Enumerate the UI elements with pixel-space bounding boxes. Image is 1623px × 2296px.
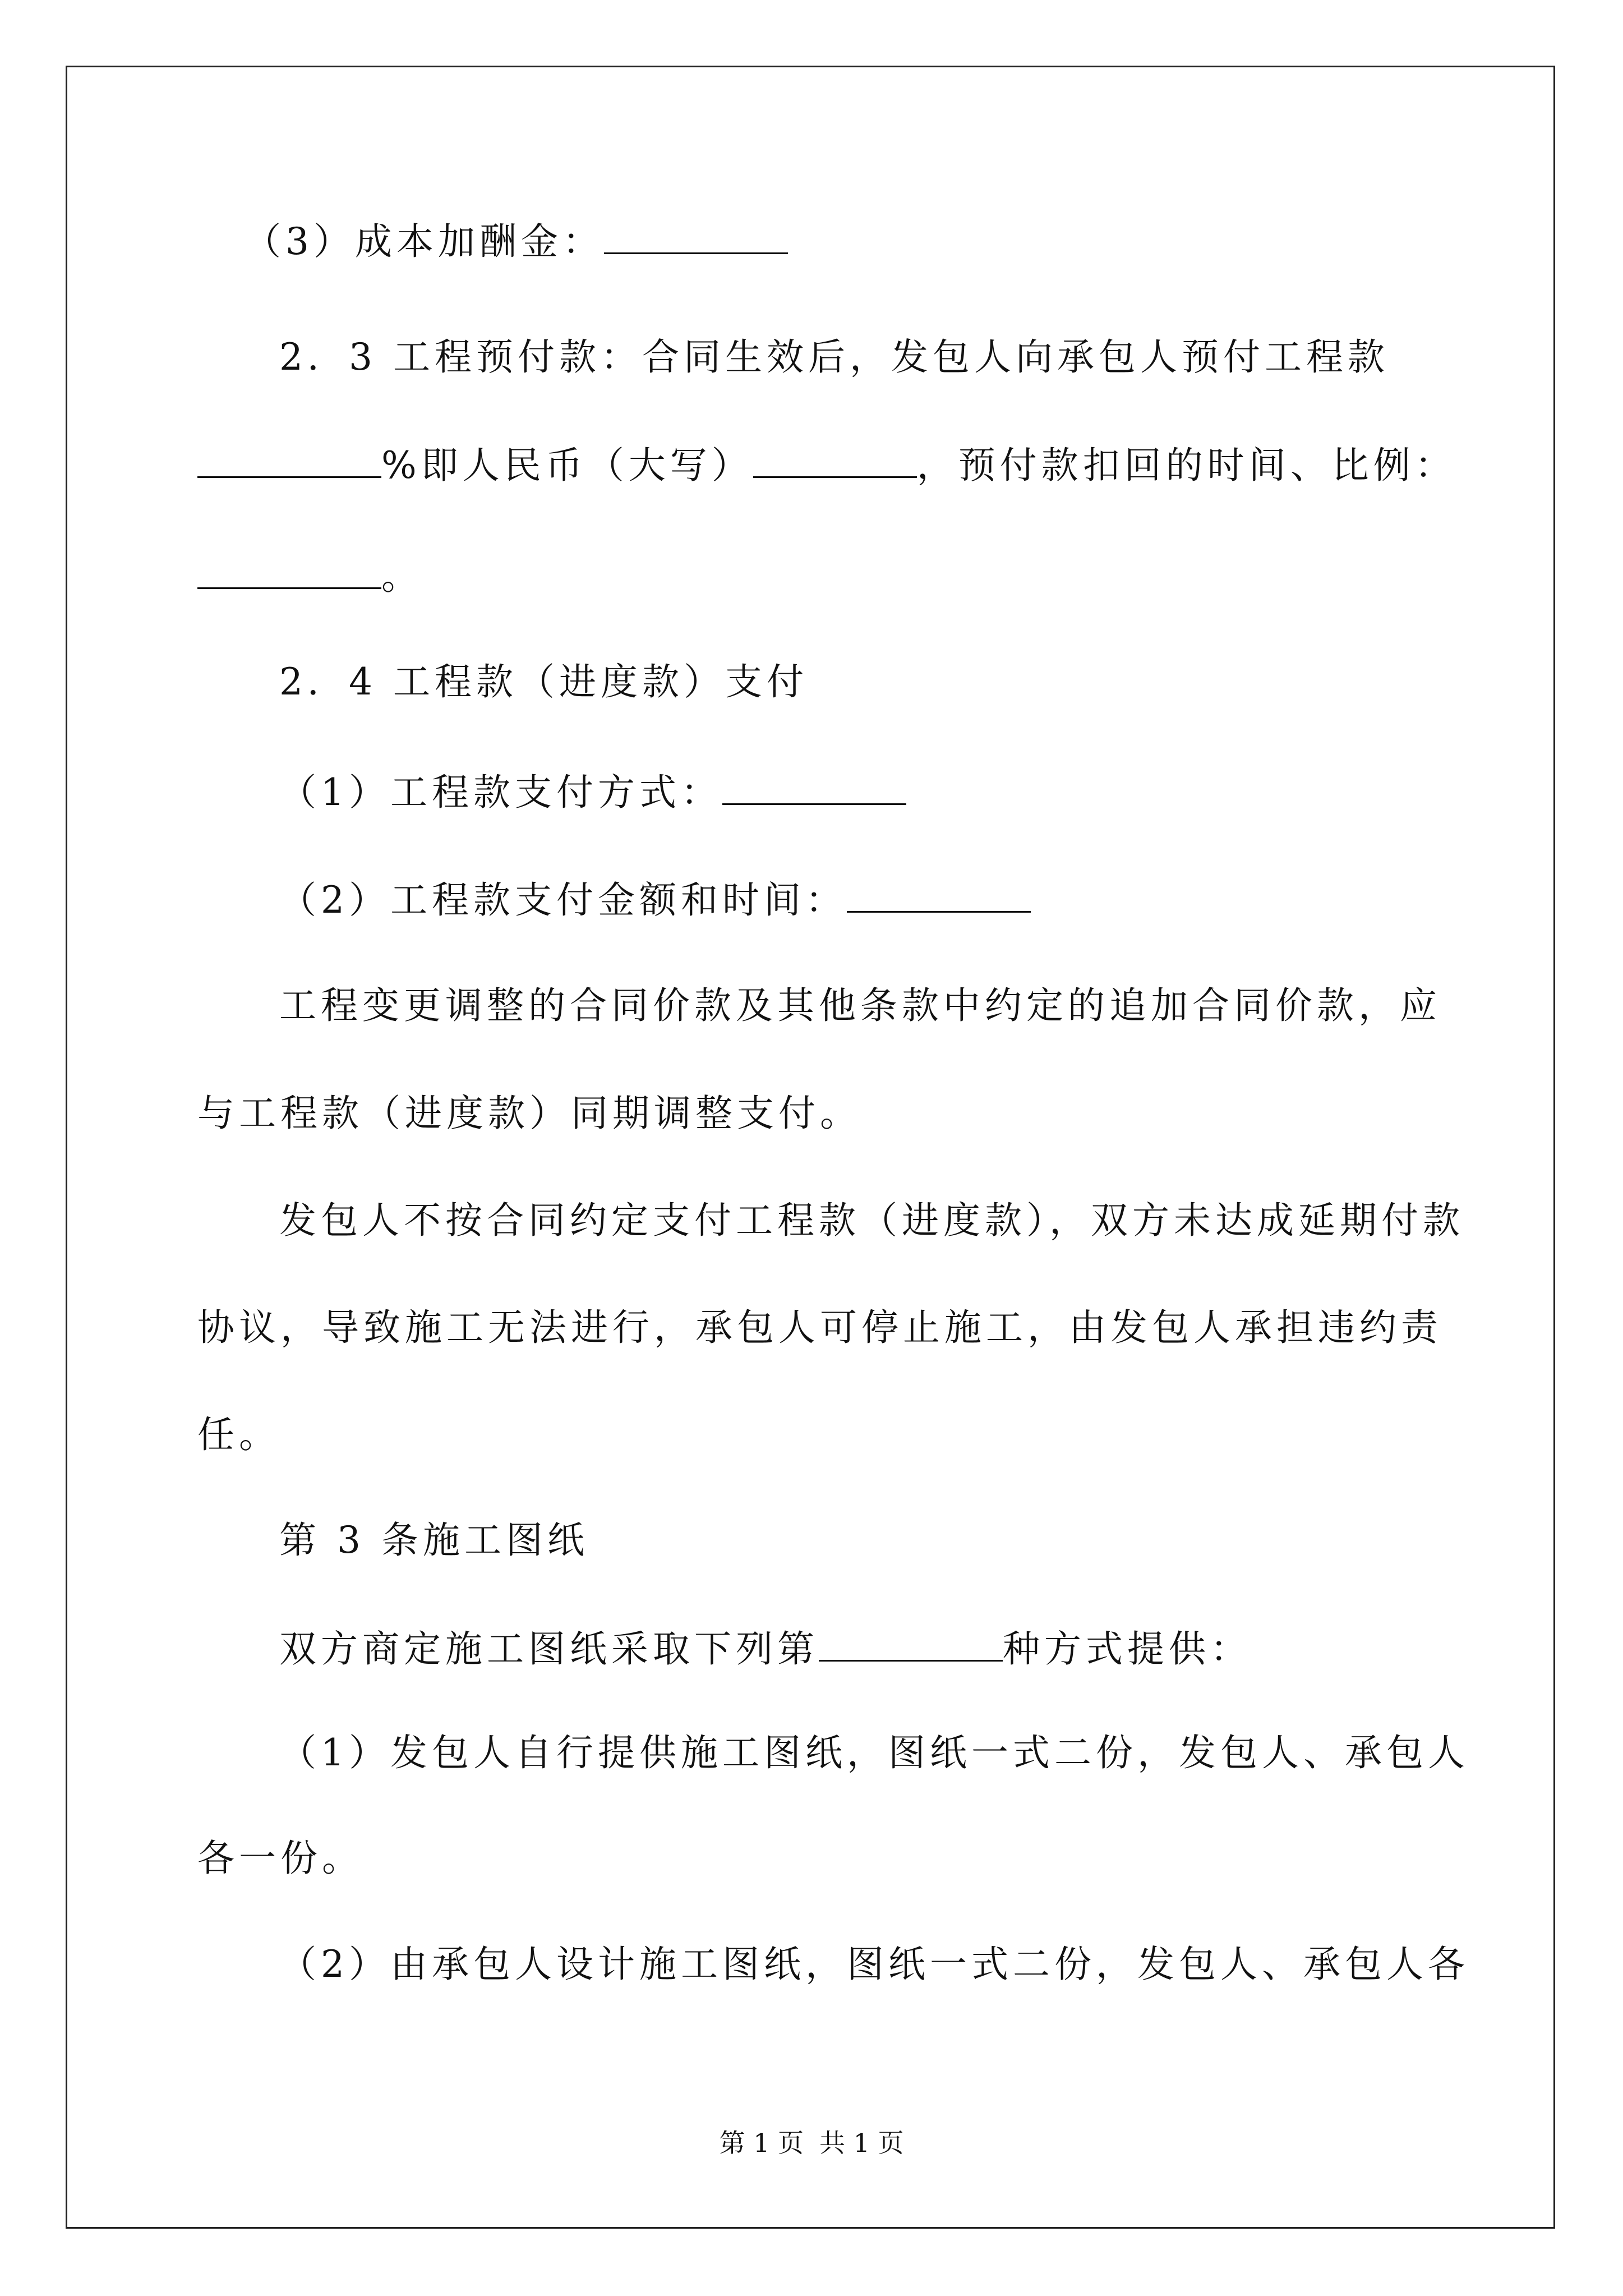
paragraph-line: [279, 1625, 1252, 1670]
line-text: 。: [381, 555, 423, 598]
line-text: 各一份。: [197, 1837, 363, 1880]
line-text: 协议，导致施工无法进行，承包人可停止施工，由发包人承担违约责: [197, 1306, 1442, 1349]
paragraph-line: [197, 1305, 1442, 1350]
paragraph-line: [279, 876, 1031, 921]
line-text: 种方式提供：: [1003, 1627, 1252, 1671]
paragraph-line: [197, 441, 1456, 486]
page-number: 第 1 页: [719, 2128, 804, 2158]
paragraph-line: [279, 1942, 1469, 1987]
fill-blank: [819, 1625, 1003, 1662]
paragraph-line: [279, 1198, 1464, 1243]
line-text: （2）由承包人设计施工图纸，图纸一式二份，发包人、承包人各: [279, 1943, 1469, 1986]
fill-blank: [197, 441, 381, 478]
line-text: 2．3 工程预付款：合同生效后，发包人向承包人预付工程款: [279, 335, 1389, 379]
paragraph-line: [197, 1091, 861, 1136]
line-text: （3）成本加酬金：: [244, 220, 604, 263]
section-heading: [279, 1518, 589, 1563]
line-text: 双方商定施工图纸采取下列第: [279, 1627, 819, 1671]
paragraph-line: [197, 1836, 363, 1881]
line-text: %即人民币（大写）: [381, 444, 753, 487]
line-text: （2）工程款支付金额和时间：: [279, 878, 847, 922]
fill-blank: [722, 769, 906, 805]
line-text: 发包人不按合同约定支付工程款（进度款），双方未达成延期付款: [279, 1199, 1464, 1242]
paragraph-line: [279, 1731, 1469, 1775]
paragraph-line: [197, 1412, 280, 1457]
section-heading: [279, 660, 808, 705]
page-total: 共 1 页: [819, 2128, 904, 2158]
line-text: （1）发包人自行提供施工图纸，图纸一式二份，发包人、承包人: [279, 1731, 1469, 1774]
line-text: 工程变更调整的合同价款及其他条款中约定的追加合同价款，应: [279, 984, 1441, 1027]
fill-blank: [604, 218, 788, 254]
line-text: ，预付款扣回的时间、比例：: [916, 444, 1456, 487]
line-text: 2．4 工程款（进度款）支付: [279, 660, 808, 703]
fill-blank: [197, 553, 381, 589]
paragraph-line: [279, 983, 1441, 1028]
fill-blank: [753, 441, 917, 478]
paragraph-line: [244, 218, 788, 263]
line-text: 第 3 条施工图纸: [279, 1519, 589, 1562]
line-text: （1）工程款支付方式：: [279, 771, 722, 814]
fill-blank: [847, 876, 1031, 913]
paragraph-line: [279, 769, 906, 813]
paragraph-line: [197, 553, 423, 597]
line-text: 与工程款（进度款）同期调整支付。: [197, 1092, 861, 1135]
paragraph-line: [279, 335, 1389, 380]
line-text: 任。: [197, 1413, 280, 1456]
page-footer: [0, 2126, 1623, 2160]
page-border: [66, 66, 1555, 2229]
